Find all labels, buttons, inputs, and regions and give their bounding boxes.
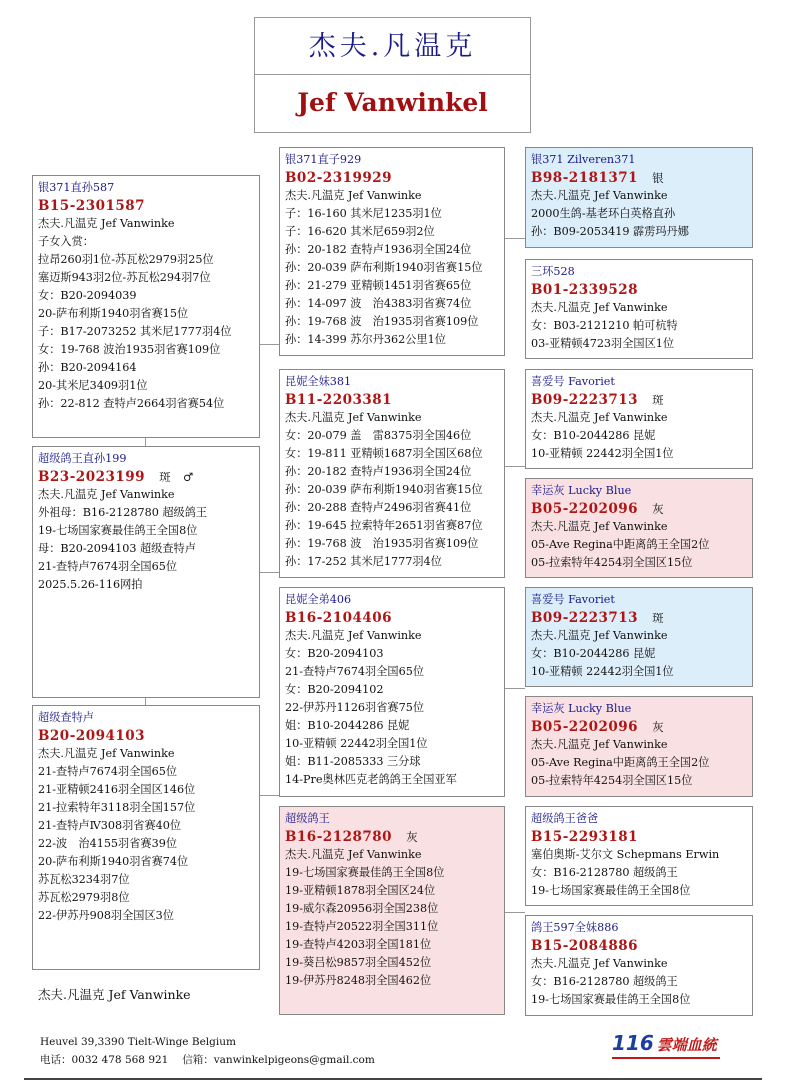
box-line: 19-葵吕松9857羽全国452位 <box>285 956 432 969</box>
connector-line <box>145 697 146 705</box>
box-line: 女：20-079 盖 雷8375羽全国46位 <box>285 429 472 442</box>
box-line: 05-拉索特年4254羽全国区15位 <box>531 556 693 569</box>
address: Heuvel 39,3390 Tielt-Winge Belgium <box>40 1036 236 1048</box>
color-label: 灰 <box>406 830 419 844</box>
bottom-rule <box>24 1078 762 1080</box>
box-line: 05-拉索特年4254羽全国区15位 <box>531 774 693 787</box>
box-line: 杰夫.凡温克 Jef Vanwinke <box>531 189 668 202</box>
box-title: 喜爱号 Favoriet <box>531 375 615 388</box>
box-line: 苏瓦松3234羽7位 <box>38 873 130 886</box>
box-line: 外祖母：B16-2128780 超级鸽王 <box>38 506 208 519</box>
box-line: 女：19-811 亚精顿1687羽全国区68位 <box>285 447 483 460</box>
ring-number: B05-2202096 灰 <box>531 501 665 517</box>
box-line: 孙：B20-2094164 <box>38 361 137 374</box>
box-line: 03-亚精顿4723羽全国区1位 <box>531 337 675 350</box>
box-line: 孙：14-097 波 治4383羽省赛74位 <box>285 297 472 310</box>
color-label: 斑 ♂ <box>159 470 194 484</box>
connector-line <box>504 688 525 689</box>
box-line: 孙：B09-2053419 霹雳玛丹娜 <box>531 225 689 238</box>
breeder-name-cn: 杰夫.凡温克 <box>255 18 530 75</box>
box-line: 21-查特卢7674羽全国65位 <box>38 560 178 573</box>
box-title: 超级查特卢 <box>38 711 94 724</box>
box-line: 孙：21-279 亚精顿1451羽省赛65位 <box>285 279 472 292</box>
connector-line <box>259 795 279 796</box>
pedigree-box-sire-dam <box>279 369 505 578</box>
box-line: 塞迈斯943羽2位-苏瓦松294羽7位 <box>38 271 211 284</box>
box-line: 姐：B10-2044286 昆妮 <box>285 719 410 732</box>
box-line: 05-Ave Regina中距离鸽王全国2位 <box>531 538 710 551</box>
box-title: 昆妮全弟406 <box>285 593 352 606</box>
breeder-name-en: Jef Vanwinkel <box>297 88 488 117</box>
box-line: 女：B20-2094102 <box>285 683 384 696</box>
logo-text: 雲端血統 <box>656 1036 717 1054</box>
box-line: 19-七场国家赛最佳鸽王全国8位 <box>531 884 691 897</box>
box-line: 女：B20-2094103 <box>285 647 384 660</box>
box-line: 孙：19-768 波 治1935羽省赛109位 <box>285 315 479 328</box>
box-title: 幸运灰 Lucky Blue <box>531 702 632 715</box>
box-title: 喜爱号 Favoriet <box>531 593 615 606</box>
box-line: 19-伊苏丹8248羽全国462位 <box>285 974 432 987</box>
box-line: 孙：17-252 其米尼1777羽4位 <box>285 555 442 568</box>
box-line: 22-波 治4155羽省赛39位 <box>38 837 178 850</box>
box-title: 三环528 <box>531 265 575 278</box>
box-line: 10-亚精顿 22442羽全国1位 <box>285 737 428 750</box>
box-line: 19-七场国家赛最佳鸽王全国8位 <box>531 993 691 1006</box>
box-line: 19-查特卢4203羽全国181位 <box>285 938 432 951</box>
box-line: 孙：19-645 拉索特年2651羽省赛87位 <box>285 519 483 532</box>
ring-number: B16-2104406 <box>285 610 393 626</box>
pedigree-box-ds-sire <box>525 587 753 687</box>
box-title: 银371直子929 <box>285 153 362 166</box>
box-line: 20-其米尼3409羽1位 <box>38 379 148 392</box>
box-line: 21-拉索特年3118羽全国157位 <box>38 801 196 814</box>
box-line: 10-亚精顿 22442羽全国1位 <box>531 665 674 678</box>
color-label: 银 <box>652 171 665 185</box>
pedigree-box-dd-dam <box>525 915 753 1016</box>
ring-number: B15-2293181 <box>531 829 639 845</box>
box-line: 杰夫.凡温克 Jef Vanwinke <box>531 520 668 533</box>
connector-line <box>504 912 525 913</box>
box-line: 子女入赏： <box>38 235 94 248</box>
contact-block <box>40 1033 375 1069</box>
pedigree-box-subject <box>32 175 260 438</box>
ring-number: B05-2202096 灰 <box>531 719 665 735</box>
ring-number: B02-2319929 <box>285 170 393 186</box>
connector-line <box>259 572 279 573</box>
box-title: 幸运灰 Lucky Blue <box>531 484 632 497</box>
box-line: 女：B16-2128780 超级鸽王 <box>531 975 678 988</box>
box-line: 2025.5.26-116网拍 <box>38 578 143 591</box>
pedigree-box-dd-sire <box>525 806 753 906</box>
box-line: 21-查特卢7674羽全国65位 <box>38 765 178 778</box>
box-line: 杰夫.凡温克 Jef Vanwinke <box>38 747 175 760</box>
box-line: 子：B17-2073252 其米尼1777羽4位 <box>38 325 232 338</box>
box-title: 超级鸽王直孙199 <box>38 452 127 465</box>
connector-line <box>145 437 146 446</box>
pedigree-box-dam-dam <box>279 806 505 1015</box>
connector-line <box>504 238 525 239</box>
ring-number: B15-2301587 <box>38 198 146 214</box>
pedigree-box-dam <box>32 705 260 970</box>
box-title: 银371 Zilveren371 <box>531 153 636 166</box>
box-line: 拉昂260羽1位-苏瓦松2979羽25位 <box>38 253 214 266</box>
connector-line <box>259 344 279 345</box>
box-line: 女：19-768 波治1935羽省赛109位 <box>38 343 221 356</box>
box-line: 杰夫.凡温克 Jef Vanwinke <box>285 189 422 202</box>
box-title: 昆妮全妹381 <box>285 375 352 388</box>
box-line: 杰夫.凡温克 Jef Vanwinke <box>531 411 668 424</box>
box-line: 女：B16-2128780 超级鸽王 <box>531 866 678 879</box>
box-line: 14-Pre奥林匹克老鸽鸽王全国亚军 <box>285 773 457 786</box>
box-line: 孙：22-812 查特卢2664羽省赛54位 <box>38 397 225 410</box>
box-line: 杰夫.凡温克 Jef Vanwinke <box>38 488 175 501</box>
box-line: 20-萨布利斯1940羽省赛74位 <box>38 855 189 868</box>
box-line: 杰夫.凡温克 Jef Vanwinke <box>531 629 668 642</box>
box-line: 19-七场国家赛最佳鸽王全国8位 <box>38 524 198 537</box>
box-line: 19-查特卢20522羽全国311位 <box>285 920 439 933</box>
box-line: 19-威尔森20956羽全国238位 <box>285 902 439 915</box>
pedigree-box-dam-sire <box>279 587 505 797</box>
box-line: 女：B10-2044286 昆妮 <box>531 429 656 442</box>
box-line: 孙：20-182 查特卢1936羽全国24位 <box>285 243 472 256</box>
box-line: 女：B20-2094039 <box>38 289 137 302</box>
box-line: 杰夫.凡温克 Jef Vanwinke <box>531 738 668 751</box>
box-line: 塞伯奥斯-艾尔文 Schepmans Erwin <box>531 848 720 861</box>
box-line: 21-亚精顿2416羽全国区146位 <box>38 783 196 796</box>
box-line: 孙：20-039 萨布利斯1940羽省赛15位 <box>285 261 483 274</box>
box-line: 孙：20-039 萨布利斯1940羽省赛15位 <box>285 483 483 496</box>
box-line: 22-伊苏丹908羽全国区3位 <box>38 909 174 922</box>
box-line: 杰夫.凡温克 Jef Vanwinke <box>531 301 668 314</box>
box-line: 19-亚精顿1878羽全国区24位 <box>285 884 436 897</box>
box-line: 女：B03-2121210 帕可杭特 <box>531 319 678 332</box>
box-line: 孙：14-399 苏尔丹362公里1位 <box>285 333 446 346</box>
box-line: 杰夫.凡温克 Jef Vanwinke <box>285 848 422 861</box>
pedigree-box-sire-sire <box>279 147 505 356</box>
box-line: 孙：20-288 查特卢2496羽省赛41位 <box>285 501 472 514</box>
ring-number: B20-2094103 <box>38 728 146 744</box>
box-line: 子：16-620 其米尼659羽2位 <box>285 225 435 238</box>
ring-number: B23-2023199 斑 ♂ <box>38 469 194 485</box>
box-line: 子：16-160 其米尼1235羽1位 <box>285 207 442 220</box>
logo-underline <box>612 1057 720 1059</box>
box-line: 20-萨布利斯1940羽省赛15位 <box>38 307 189 320</box>
ring-number: B09-2223713 斑 <box>531 610 665 626</box>
pedigree-box-ds-dam <box>525 696 753 797</box>
box-title: 超级鸽王 <box>285 812 330 825</box>
pedigree-box-sire <box>32 446 260 698</box>
pedigree-box-sd-sire <box>525 369 753 469</box>
box-title: 超级鸽王爸爸 <box>531 812 599 825</box>
color-label: 灰 <box>652 720 665 734</box>
box-line: 2000生鸽-基老环白英格直孙 <box>531 207 676 220</box>
box-line: 21-查特卢7674羽全国65位 <box>285 665 425 678</box>
ring-number: B01-2339528 <box>531 282 639 298</box>
box-line: 21-查特卢Ⅳ308羽省赛40位 <box>38 819 182 832</box>
pedigree-box-ss-dam <box>525 259 753 359</box>
box-title: 银371直孙587 <box>38 181 115 194</box>
box-line: 22-伊苏丹1126羽省赛75位 <box>285 701 425 714</box>
logo-number: 116 <box>612 1031 654 1055</box>
ring-number: B15-2084886 <box>531 938 639 954</box>
brand-logo <box>612 1031 717 1055</box>
box-line: 孙：19-768 波 治1935羽省赛109位 <box>285 537 479 550</box>
box-line: 姐：B11-2085333 三分球 <box>285 755 421 768</box>
breeder-signature: 杰夫.凡温克 Jef Vanwinke <box>38 987 191 1002</box>
connector-line <box>504 466 525 467</box>
box-line: 母：B20-2094103 超级查特卢 <box>38 542 196 555</box>
ring-number: B11-2203381 <box>285 392 393 408</box>
box-title: 鸽王597全妹886 <box>531 921 619 934</box>
contact-info: 电话：0032 478 568 921 信箱：vanwinkelpigeons@gmail.com <box>40 1054 375 1066</box>
box-line: 杰夫.凡温克 Jef Vanwinke <box>531 957 668 970</box>
color-label: 斑 <box>652 393 665 407</box>
box-line: 杰夫.凡温克 Jef Vanwinke <box>285 629 422 642</box>
pedigree-box-sd-dam <box>525 478 753 578</box>
box-line: 孙：20-182 查特卢1936羽全国24位 <box>285 465 472 478</box>
box-line: 杰夫.凡温克 Jef Vanwinke <box>285 411 422 424</box>
box-line: 19-七场国家赛最佳鸽王全国8位 <box>285 866 445 879</box>
ring-number: B98-2181371 银 <box>531 170 665 186</box>
color-label: 斑 <box>652 611 665 625</box>
pedigree-header <box>254 17 531 133</box>
box-line: 苏瓦松2979羽8位 <box>38 891 130 904</box>
box-line: 10-亚精顿 22442羽全国1位 <box>531 447 674 460</box>
ring-number: B09-2223713 斑 <box>531 392 665 408</box>
pedigree-box-ss-sire <box>525 147 753 248</box>
color-label: 灰 <box>652 502 665 516</box>
box-line: 05-Ave Regina中距离鸽王全国2位 <box>531 756 710 769</box>
box-line: 女：B10-2044286 昆妮 <box>531 647 656 660</box>
box-line: 杰夫.凡温克 Jef Vanwinke <box>38 217 175 230</box>
ring-number: B16-2128780 灰 <box>285 829 419 845</box>
